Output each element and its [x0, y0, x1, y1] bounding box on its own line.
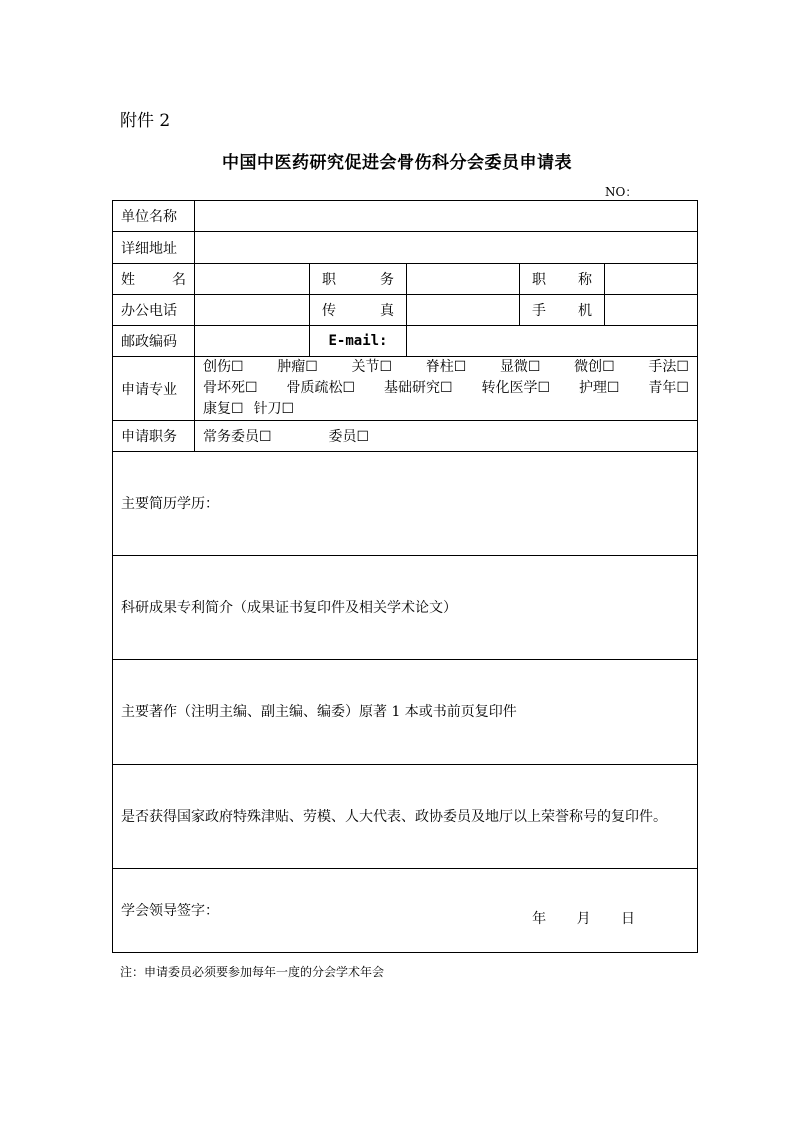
specialty-options [195, 357, 698, 421]
option-minimally-invasive-checkbox[interactable]: 微创☐ [574, 359, 615, 375]
honors-section[interactable]: 是否获得国家政府特殊津贴、劳模、人大代表、政协委员及地厅以上荣誉称号的复印件。 [113, 765, 698, 869]
row-name [113, 264, 698, 295]
attachment-label: 附件 2 [120, 111, 171, 131]
role-options [195, 421, 698, 452]
day-label: 日 [621, 911, 636, 927]
specialty-line-1 [203, 357, 689, 378]
row-unit-name [113, 201, 698, 232]
month-label: 月 [576, 911, 591, 927]
option-manipulation-checkbox[interactable]: 手法☐ [648, 359, 689, 375]
option-osteoporosis-checkbox[interactable]: 骨质疏松☐ [286, 380, 356, 396]
role-standing-member-checkbox[interactable]: 常务委员☐ [203, 429, 272, 445]
option-youth-checkbox[interactable]: 青年☐ [648, 380, 689, 396]
row-works [113, 660, 698, 765]
research-section[interactable]: 科研成果专利简介（成果证书复印件及相关学术论文） [113, 556, 698, 660]
postcode-field[interactable] [195, 326, 310, 357]
row-role [113, 421, 698, 452]
role-label: 申请职务 [113, 421, 195, 452]
option-trauma-checkbox[interactable]: 创伤☐ [203, 359, 244, 375]
row-phone [113, 295, 698, 326]
email-field[interactable] [407, 326, 698, 357]
role-member-checkbox[interactable]: 委员☐ [328, 429, 370, 445]
address-field[interactable] [195, 232, 698, 264]
office-phone-label: 办公电话 [113, 295, 195, 326]
row-signature [113, 869, 698, 953]
fax-label: 传 真 [310, 295, 407, 326]
date-line [506, 908, 635, 930]
position-label: 职 务 [310, 264, 407, 295]
option-joint-checkbox[interactable]: 关节☐ [351, 359, 393, 375]
row-address [113, 232, 698, 264]
row-honors [113, 765, 698, 869]
option-osteonecrosis-checkbox[interactable]: 骨坏死☐ [203, 380, 258, 396]
row-specialty [113, 357, 698, 421]
address-label: 详细地址 [113, 232, 195, 264]
row-postcode [113, 326, 698, 357]
title-rank-label: 职 称 [520, 264, 605, 295]
mobile-label: 手 机 [520, 295, 605, 326]
option-rehabilitation-checkbox[interactable]: 康复☐ [203, 401, 244, 417]
unit-name-label: 单位名称 [113, 201, 195, 232]
option-translational-medicine-checkbox[interactable]: 转化医学☐ [481, 380, 551, 396]
fax-field[interactable] [407, 295, 520, 326]
name-label: 姓 名 [113, 264, 195, 295]
option-acupotomy-checkbox[interactable]: 针刀☐ [253, 401, 295, 417]
works-section[interactable]: 主要著作（注明主编、副主编、编委）原著 1 本或书前页复印件 [113, 660, 698, 765]
position-field[interactable] [407, 264, 520, 295]
option-tumor-checkbox[interactable]: 肿瘤☐ [277, 359, 318, 375]
postcode-label: 邮政编码 [113, 326, 195, 357]
row-resume [113, 452, 698, 556]
mobile-field[interactable] [605, 295, 698, 326]
option-nursing-checkbox[interactable]: 护理☐ [578, 380, 620, 396]
office-phone-field[interactable] [195, 295, 310, 326]
number-label: NO： [605, 185, 638, 199]
signature-label: 学会领导签字： [121, 902, 219, 919]
name-field[interactable] [195, 264, 310, 295]
form-title: 中国中医药研究促进会骨伤科分会委员申请表 [222, 153, 572, 173]
unit-name-field[interactable] [195, 201, 698, 232]
email-label: E-mail: [310, 326, 407, 357]
specialty-line-3 [203, 399, 689, 420]
title-rank-field[interactable] [605, 264, 698, 295]
option-microsurgery-checkbox[interactable]: 显微☐ [499, 359, 541, 375]
specialty-label: 申请专业 [113, 357, 195, 421]
footnote: 注：申请委员必须要参加每年一度的分会学术年会 [120, 965, 385, 979]
option-spine-checkbox[interactable]: 脊柱☐ [425, 359, 467, 375]
option-basic-research-checkbox[interactable]: 基础研究☐ [383, 380, 453, 396]
specialty-line-2 [203, 378, 689, 399]
signature-section[interactable] [113, 869, 698, 953]
year-label: 年 [532, 911, 547, 927]
application-form-table [112, 200, 698, 953]
resume-section[interactable]: 主要简历学历： [113, 452, 698, 556]
row-research [113, 556, 698, 660]
